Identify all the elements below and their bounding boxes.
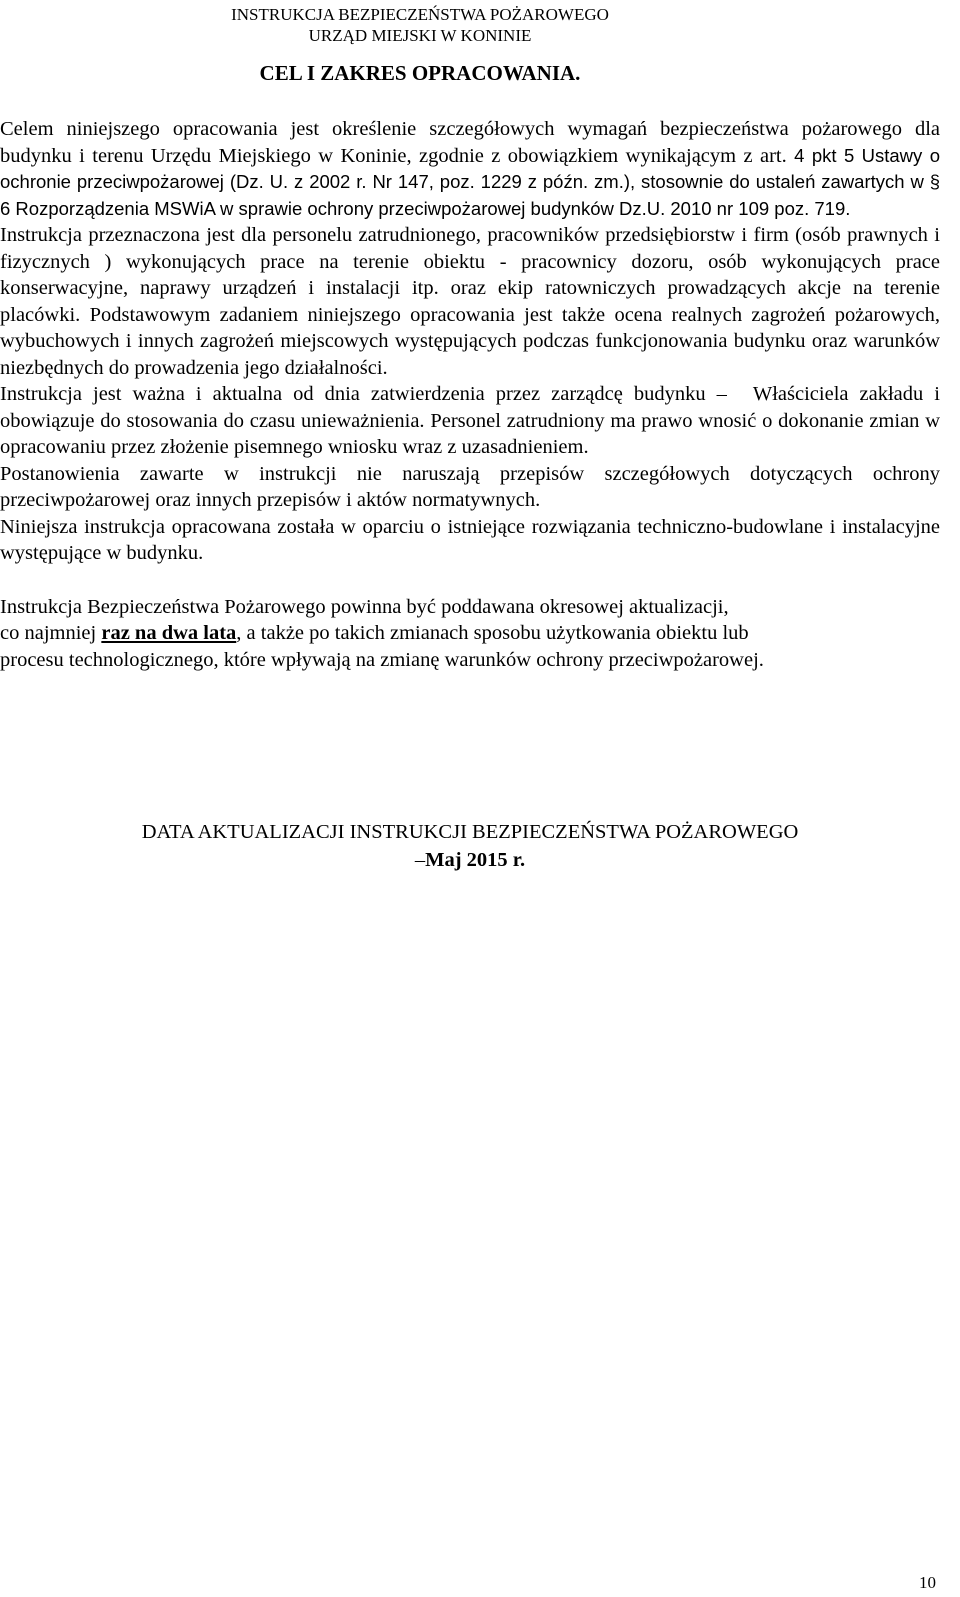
paragraph-text: Postanowienia zawarte w instrukcji nie naruszają przepisów szczegółowych dotyczących ochrony przeciwpożarowej oraz innych przepisów i aktów normatywnych.	[0, 462, 940, 511]
legal-reference: 6 Rozporządzenia MSWiA w sprawie ochrony przeciwpożarowej budynków Dz.U. 2010 nr 109 poz. 719.	[0, 197, 851, 219]
legal-reference: 4 pkt 5 Ustawy o ochronie przeciwpożarowej	[0, 144, 940, 192]
paragraph-provisions	[0, 461, 940, 514]
paragraph-basis	[0, 514, 940, 567]
section-title: CEL I ZAKRES OPRACOWANIA.	[259, 61, 581, 85]
header-subtitle: URZĄD MIEJSKI W KONINIE	[308, 26, 532, 45]
paragraph-text: Właściciela zakładu i obowiązuje do stosowania do czasu unieważnienia.	[0, 383, 940, 432]
paragraph-text: Personel zatrudniony ma prawo wnosić o dokonanie zmian w opracowaniu przez złożenie pisemnego wniosku wraz z uzasadnieniem.	[0, 409, 941, 458]
update-frequency-emphasis: raz na dwa lata	[101, 622, 237, 644]
paragraph-update-requirement	[0, 594, 940, 674]
dash: –	[414, 849, 426, 871]
paragraph-audience	[0, 222, 940, 381]
legal-reference: (Dz. U. z 2002 r. Nr 147, poz. 1229 z późn. zm.)	[229, 171, 630, 192]
paragraph-text: Celem niniejszego opracowania jest określenie szczegółowych wymagań bezpieczeństwa pożarowego dla budynku i terenu Urzędu Miejskiego w Koninie, zgodnie z obowiązkiem wynikającym z art.	[0, 118, 940, 167]
update-date-block	[0, 818, 940, 874]
page-header	[180, 4, 660, 46]
update-line: Instrukcja Bezpieczeństwa Pożarowego powinna być poddawana okresowej aktualizacji,	[0, 595, 729, 618]
paragraph-text: Podstawowym zadaniem niniejszego opracowania jest także ocena realnych zagrożeń pożarowych, wybuchowych i innych zagrożeń miejscowych występujących podczas funkcjonowania budynku oraz warunków niezbędnych do prowadzenia jego działalności.	[0, 303, 941, 379]
header-title: INSTRUKCJA BEZPIECZEŃSTWA POŻAROWEGO	[231, 5, 609, 24]
section-sign-symbol: §	[929, 171, 941, 192]
paragraph-text: Niniejsza instrukcja opracowana została w oparciu o istniejące rozwiązania techniczno-budowlane i instalacyjne występujące w budynku.	[0, 515, 940, 564]
paragraph-validity	[0, 381, 940, 461]
update-date-title: DATA AKTUALIZACJI INSTRUKCJI BEZPIECZEŃSTWA POŻAROWEGO	[141, 821, 799, 843]
body-text	[0, 116, 940, 673]
paragraph-text: Instrukcja jest ważna i aktualna od dnia zatwierdzenia przez zarządcę budynku	[0, 383, 706, 405]
dash: –	[716, 383, 727, 405]
page-number: 10	[919, 1573, 936, 1592]
update-line: co najmniej	[0, 622, 97, 644]
update-line: procesu technologicznego, które wpływają na zmianę warunków ochrony przeciwpożarowej.	[0, 648, 764, 671]
paragraph-text: Instrukcja przeznaczona jest dla personelu zatrudnionego, pracowników przedsiębiorstw i firm (osób prawnych i fizycznych ) wykonujących prace na terenie obiektu - pracownicy dozoru, osób wykonujących prace konserwacyjne, naprawy urządzeń i instalacji itp. oraz ekip ratowniczych prowadzących akcje na terenie placówki.	[0, 224, 940, 326]
paragraph-purpose	[0, 116, 940, 222]
paragraph-text: , stosownie do ustaleń zawartych w	[630, 171, 924, 192]
update-line: , a także po takich zmianach sposobu użytkowania obiektu lub	[236, 622, 749, 644]
update-date-value: Maj 2015 r.	[425, 849, 526, 871]
